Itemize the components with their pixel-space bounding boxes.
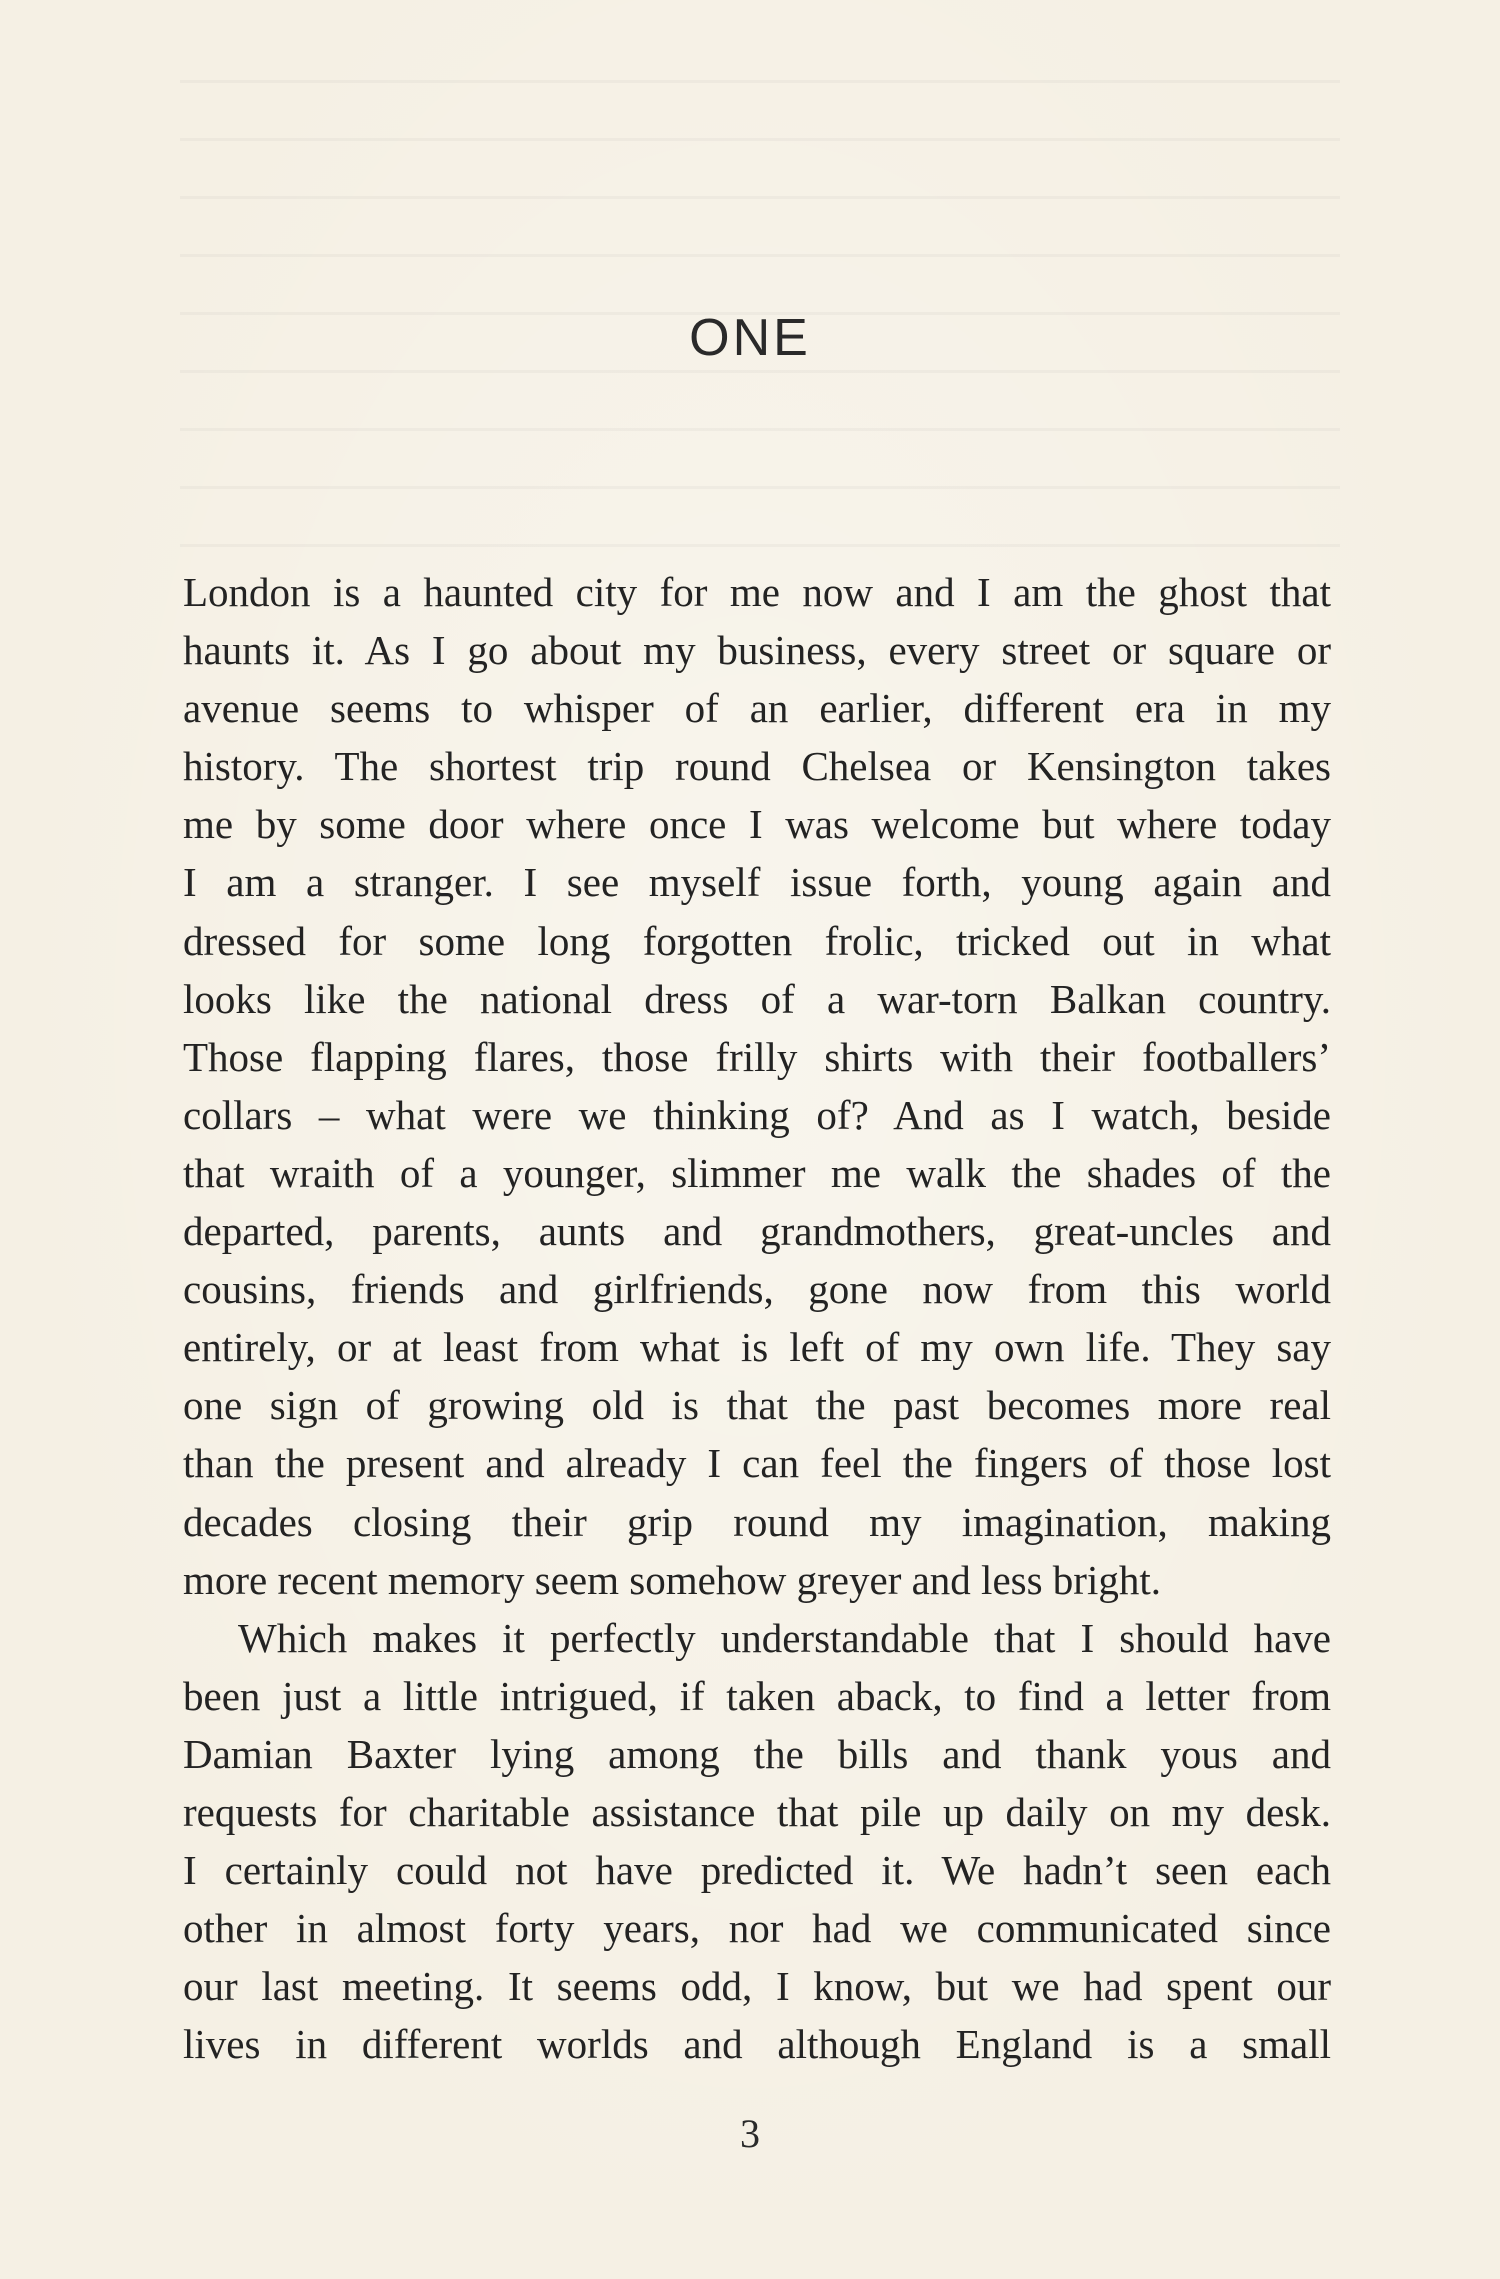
text-line: London is a haunted city for me now and I am the ghost that <box>183 569 1331 615</box>
text-line: entirely, or at least from what is left of my own life. They say <box>183 1324 1331 1371</box>
text-line: collars – what were we thinking of? And as I watch, beside <box>183 1091 1331 1138</box>
text-line: history. The shortest trip round Chelsea or Kensington takes <box>183 743 1331 790</box>
text-line: Which makes it perfectly understandable that I should have <box>238 1614 1331 1661</box>
text-line: haunts it. As I go about my business, every street or square or <box>183 627 1331 674</box>
text-line: that wraith of a younger, slimmer me walk the shades of the <box>183 1149 1331 1196</box>
text-line: been just a little intrigued, if taken aback, to find a letter from <box>183 1672 1331 1719</box>
text-line: departed, parents, aunts and grandmothers, great-uncles and <box>183 1208 1331 1255</box>
text-line: lives in different worlds and although England is a small <box>183 2021 1331 2068</box>
text-line: I am a stranger. I see myself issue forth, young again and <box>183 859 1331 906</box>
text-line: Those flapping flares, those frilly shirts with their footballers’ <box>183 1033 1331 1080</box>
body-text <box>183 563 1331 2073</box>
text-line: more recent memory seem somehow greyer and less bright. <box>183 1556 1161 1603</box>
chapter-heading: ONE <box>689 309 811 367</box>
text-line: I certainly could not have predicted it. We hadn’t seen each <box>183 1847 1331 1894</box>
text-line: looks like the national dress of a war-torn Balkan country. <box>183 975 1331 1022</box>
paragraph-1 <box>183 563 1331 1609</box>
paragraph-2 <box>183 1609 1331 2074</box>
text-line: avenue seems to whisper of an earlier, different era in my <box>183 685 1331 732</box>
text-line: Damian Baxter lying among the bills and thank yous and <box>183 1730 1331 1777</box>
text-line: one sign of growing old is that the past becomes more real <box>183 1382 1331 1429</box>
text-line: me by some door where once I was welcome but where today <box>183 801 1331 848</box>
text-line: other in almost forty years, nor had we communicated since <box>183 1905 1331 1952</box>
text-line: decades closing their grip round my imagination, making <box>183 1498 1331 1545</box>
page-number: 3 <box>740 2111 760 2156</box>
text-line: cousins, friends and girlfriends, gone now from this world <box>183 1266 1331 1313</box>
text-line: than the present and already I can feel the fingers of those lost <box>183 1440 1331 1487</box>
text-line: dressed for some long forgotten frolic, tricked out in what <box>183 917 1331 964</box>
text-line: requests for charitable assistance that pile up daily on my desk. <box>183 1788 1331 1835</box>
text-line: our last meeting. It seems odd, I know, but we had spent our <box>183 1963 1331 2010</box>
